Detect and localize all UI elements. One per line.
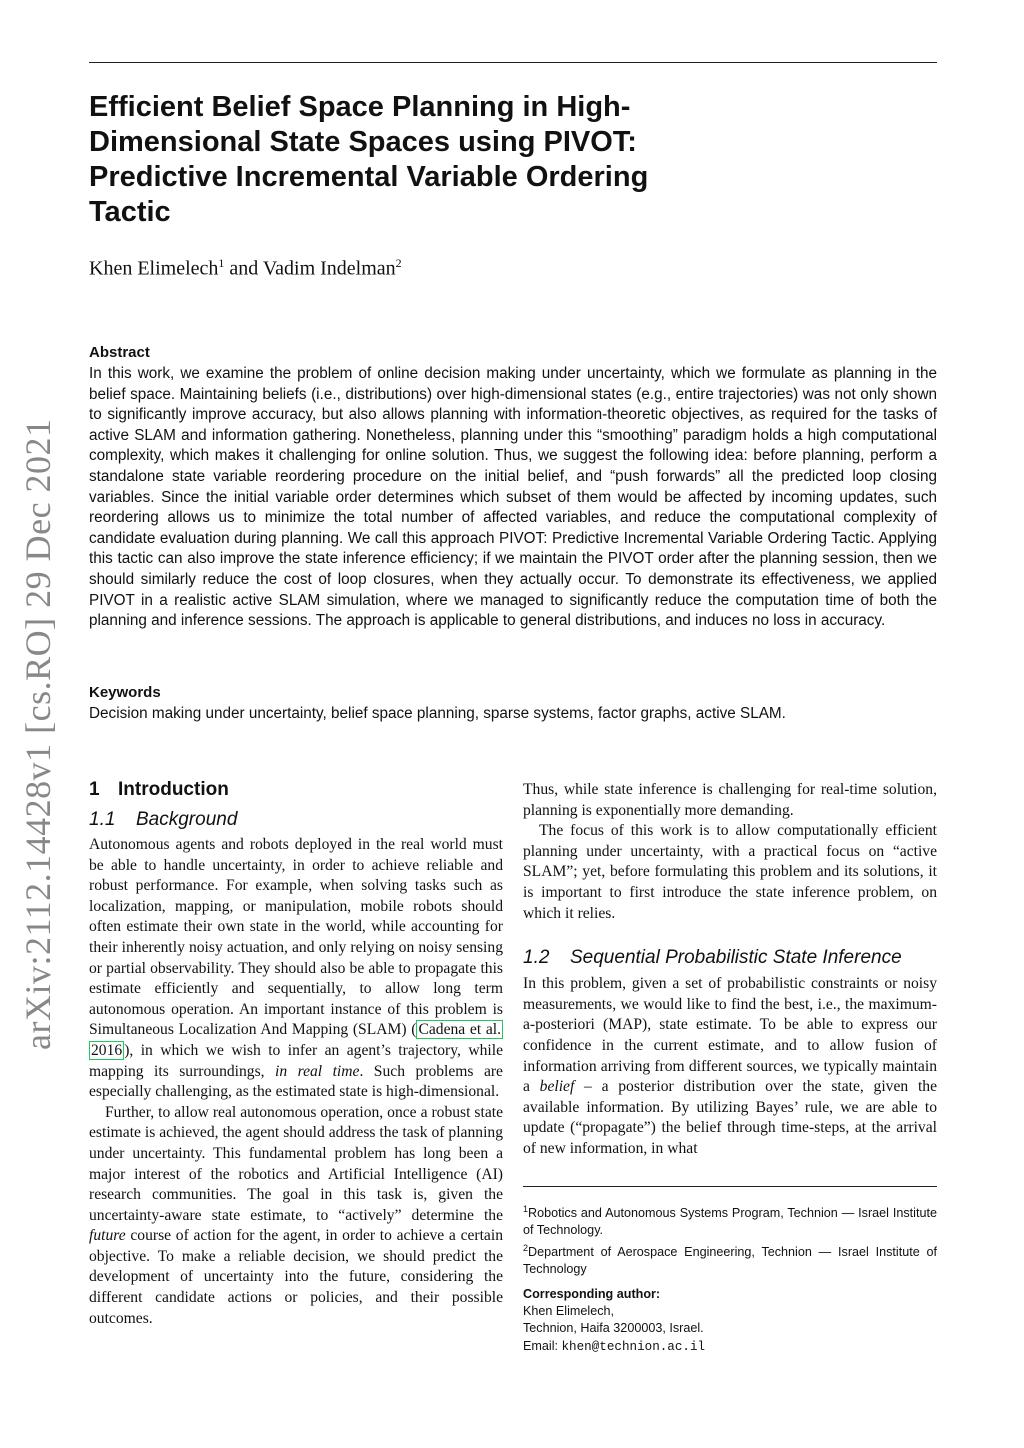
keywords-heading: Keywords [89,684,161,701]
footnote [523,1201,937,1240]
keywords-section [89,684,937,725]
paragraph-text: – a posterior distribution over the state, given the available information. By utilizing Bayes’ rule, we are able to update (“propagate”) the belief through time-steps, at the arrival of new information, in what [523,1078,937,1157]
corresponding-address: Technion, Haifa 3200003, Israel. [523,1321,704,1336]
section-number: 1 [89,779,100,800]
right-column [523,780,937,1160]
corresponding-label: Corresponding author: [523,1287,661,1301]
footnote-text: Robotics and Autonomous Systems Program, Technion — Israel Institute of Technology. [523,1206,937,1238]
citation-link[interactable]: Cadena et al. [418,1021,501,1039]
body-paragraph [89,1103,503,1330]
author-name: Khen Elimelech [89,257,219,280]
abstract-section [89,344,937,632]
footnote-rule [523,1186,937,1187]
body-paragraph [523,974,937,1159]
paragraph-text: course of action for the agent, in order to achieve a certain objective. To make a reliable decision, we should predict the development of uncertainty into the future, considering the different candidate actions or policies, and their possible outcomes. [89,1227,503,1327]
email-label: Email: [523,1338,558,1353]
paragraph-text: ), in which we wish to infer an agent’s trajectory, while mapping its surroundings, [89,1041,503,1080]
paragraph-text: Autonomous agents and robots deployed in the real world must be able to handle uncertainty, in order to achieve reliable and robust performance. For example, when solving tasks such as localization, mapping, or manipulation, mobile robots should often estimate their own state in the world, while accounting for their inherently noisy actuation, and only relying on noisy sensing or partial observability. They should also be able to propagate this estimate efficiently and sequentially, to allow long term autonomous operation. An important instance of this problem is Simultaneous Localization And Mapping (SLAM) ( [89,836,503,1039]
corresponding-author [523,1286,937,1356]
body-paragraph [89,835,503,1103]
corresponding-email-line [523,1338,937,1356]
abstract-text: In this work, we examine the problem of online decision making under uncertainty, which we formulate as planning in the belief space. Maintaining beliefs (i.e., distributions) over high-dimensional states (e.g., entire trajectories) was not only shown to significantly improve accuracy, but also allows planning with information-theoretic objectives, as required for the tasks of active SLAM and information gathering. Nonetheless, planning under this “smoothing” paradigm holds a high computational complexity, which makes it challenging for online solution. Thus, we suggest the following idea: before planning, perform a standalone state variable reordering procedure on the initial belief, and “push forwards” all the predicted loop closing variables. Since the initial variable order determines which subset of them would be affected by incoming updates, such reordering allows us to minimize the total number of affected variables, and reduce the computational complexity of candidate evaluation during planning. We call this approach PIVOT: Predictive Incremental Variable Ordering Tactic. Applying this tactic can also improve the state inference efficiency; if we maintain the PIVOT order after the planning session, then we should similarly reduce the cost of loop closures, when they actually occur. To demonstrate its effectiveness, we applied PIVOT in a realistic active SLAM simulation, where we managed to significantly reduce the computation time of both the planning and inference sessions. The approach is applicable to general distributions, and induces no loss in accuracy. [89,365,937,630]
footnotes [523,1201,937,1278]
top-rule [89,62,937,63]
author-name: Vadim Indelman [262,257,396,280]
footnote-text: Department of Aerospace Engineering, Technion — Israel Institute of Technology [523,1244,937,1276]
footnote-marker: 1 [523,1204,529,1214]
subsection-heading [89,805,503,835]
emphasis-text: belief [539,1078,575,1096]
citation-year-link[interactable]: 2016 [91,1041,123,1059]
footnote-marker: 2 [523,1242,529,1253]
subsection-title: Background [136,809,238,830]
section-title: Introduction [118,779,229,800]
section-heading [89,775,503,805]
corresponding-name: Khen Elimelech, [523,1304,615,1319]
body-paragraph: The focus of this work is to allow computationally efficient planning under uncertainty, with a practical focus on “active SLAM”; yet, before formulating this problem and its solutions, it is important to first introduce the state inference problem, on which it relies. [523,822,937,922]
subsection-heading [523,942,937,974]
paragraph-text: In this problem, given a set of probabilistic constraints or noisy measurements, we would like to find the best, i.e., the maximum-a-posteriori (MAP), state estimate. To be able to express our confidence in the current estimate, and to allow fusion of information arriving from different sources, we typically maintain a [523,975,937,1096]
paragraph-text: Further, to allow real autonomous operation, once a robust state estimate is achieved, the agent should address the task of planning under uncertainty. This fundamental problem has long been a major interest of the robotics and Artificial Intelligence (AI) research communities. The goal in this task is, given the uncertainty-aware state estimate, to “actively” determine the [89,1103,503,1224]
body-paragraph: Thus, while state inference is challenging for real-time solution, planning is exponentially more demanding. [523,781,937,819]
subsection-number: 1.1 [89,809,116,830]
paragraph-text: . Such problems are especially challenging, as the estimated state is high-dimensional. [89,1062,503,1101]
keywords-text: Decision making under uncertainty, belief space planning, sparse systems, factor graphs, active SLAM. [89,705,786,722]
subsection-title: Sequential Probabilistic State Inference [570,947,902,969]
author-list [89,256,402,281]
arxiv-identifier: arXiv:2112.14428v1 [cs.RO] 29 Dec 2021 [18,418,58,1050]
paper-title: Efficient Belief Space Planning in High-Dimensional State Spaces using PIVOT: Predictive Incremental Variable Ordering Tactic [89,91,649,228]
footnote [523,1240,937,1279]
abstract-heading: Abstract [89,344,150,361]
affiliation-marker: 2 [395,256,402,270]
email-link[interactable]: khen@technion.ac.il [561,1339,706,1354]
subsection-number: 1.2 [523,947,550,969]
emphasis-text: in real time [275,1062,360,1080]
left-column [89,775,503,1329]
affiliation-marker: 1 [218,256,225,270]
author-joiner: and [224,257,263,280]
emphasis-text: future [89,1227,126,1245]
